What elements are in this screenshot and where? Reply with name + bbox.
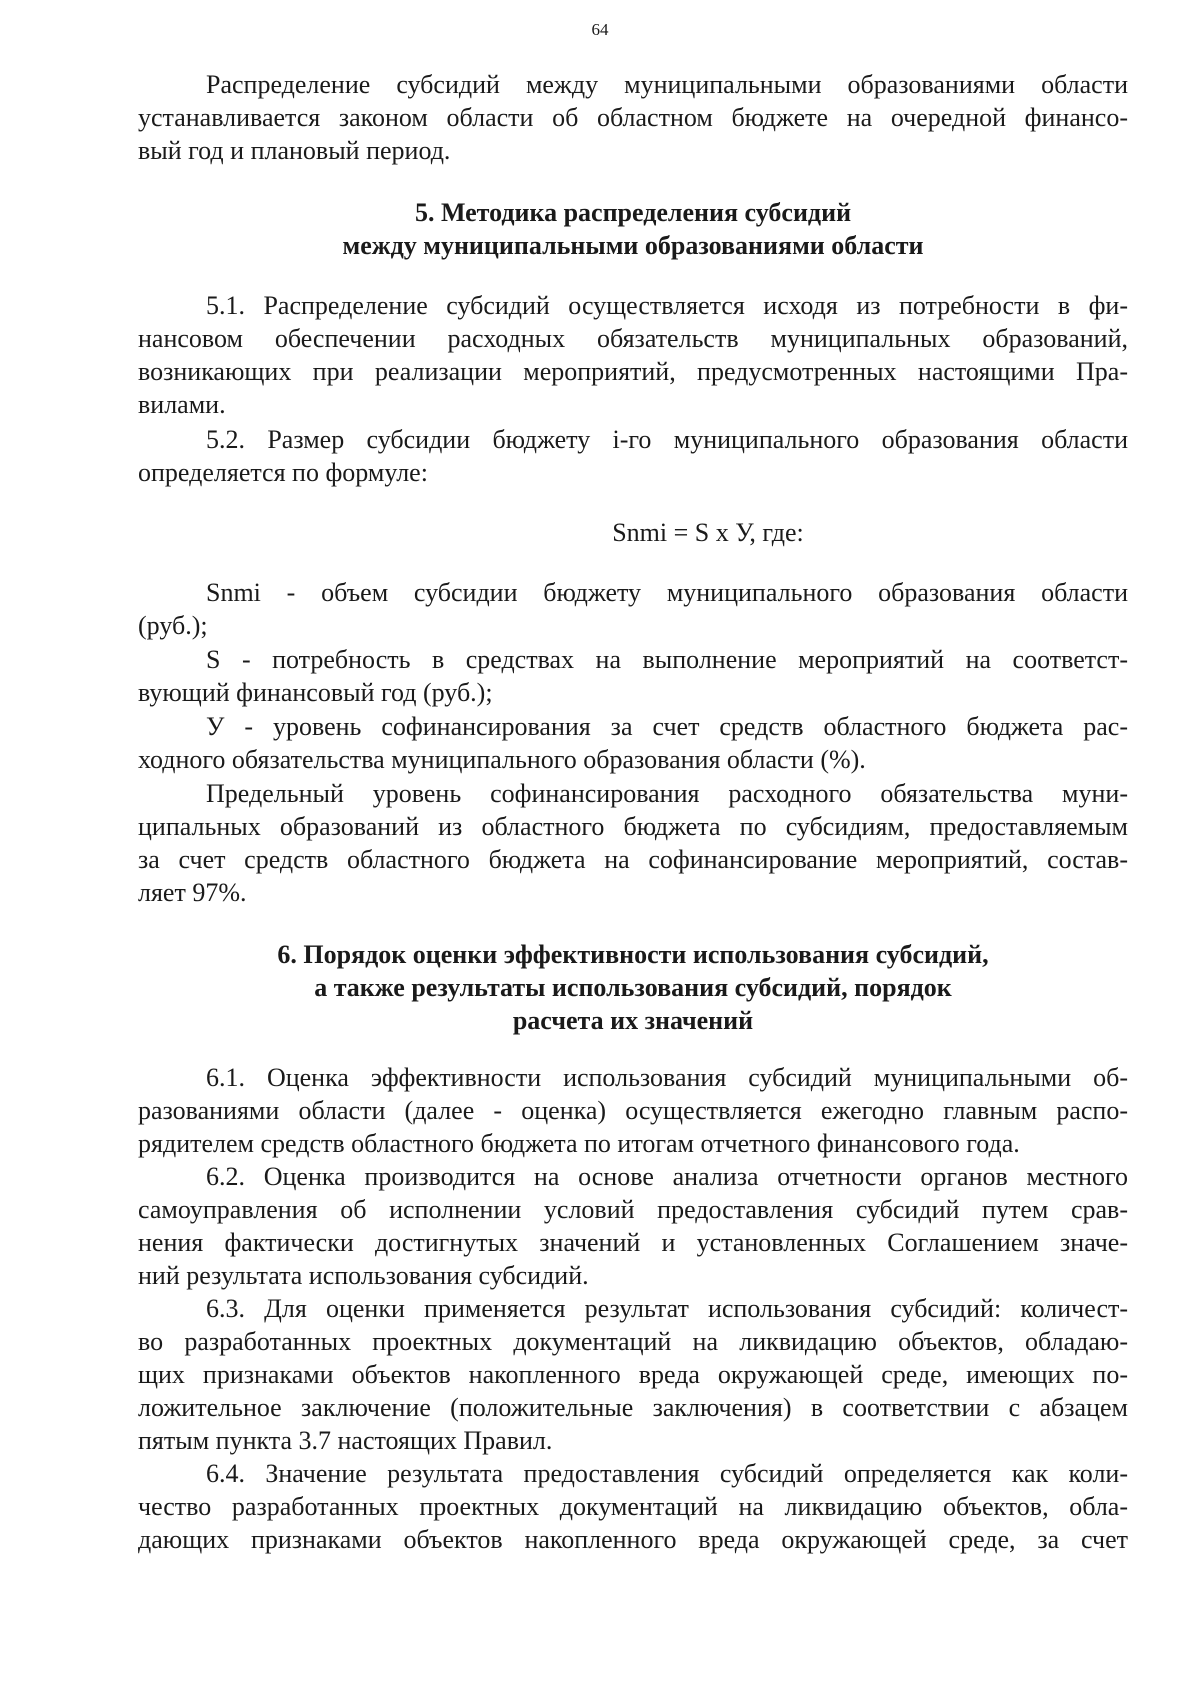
- heading-line: 5. Методика распределения субсидий: [414, 198, 852, 227]
- document-body: [138, 68, 1128, 1556]
- text-line: разованиями области (далее - оценка) осуществляется ежегодно главным распо-: [138, 1096, 1128, 1125]
- text-line: определяется по формуле:: [138, 458, 428, 487]
- text-line: вый год и плановый период.: [138, 136, 451, 165]
- text-line: во разработанных проектных документаций на ликвидацию объектов, обладаю-: [138, 1327, 1128, 1356]
- text-line: 5.1. Распределение субсидий осуществляется исходя из потребности в фи-: [206, 291, 1128, 320]
- paragraph-6-1: [138, 1061, 1128, 1160]
- text-line: 6.2. Оценка производится на основе анализа отчетности органов местного: [206, 1162, 1128, 1191]
- text-line: самоуправления об исполнении условий предоставления субсидий путем срав-: [138, 1195, 1128, 1224]
- definition-snmi: [138, 576, 1128, 642]
- text-line: нения фактически достигнутых значений и установленных Соглашением значе-: [138, 1228, 1128, 1257]
- text-line: 6.1. Оценка эффективности использования субсидий муниципальными об-: [206, 1063, 1128, 1092]
- text-line: Предельный уровень софинансирования расходного обязательства муни-: [206, 779, 1128, 808]
- paragraph-6-3: [138, 1292, 1128, 1457]
- text-line: ляет 97%.: [138, 878, 247, 907]
- paragraph-6-4: [138, 1457, 1128, 1556]
- heading-line: расчета их значений: [512, 1006, 754, 1035]
- text-line: 6.4. Значение результата предоставления субсидий определяется как коли-: [206, 1459, 1128, 1488]
- text-line: Snmi - объем субсидии бюджету муниципального образования области: [206, 578, 1128, 607]
- paragraph-6-2: [138, 1160, 1128, 1292]
- page-number: 64: [591, 20, 609, 39]
- paragraph-5-1: [138, 289, 1128, 421]
- text-line: S - потребность в средствах на выполнение мероприятий на соответст-: [206, 645, 1128, 674]
- paragraph-limit: [138, 777, 1128, 909]
- text-line: чество разработанных проектных документаций на ликвидацию объектов, обла-: [138, 1492, 1128, 1521]
- section-5-heading: [138, 196, 1128, 262]
- text-line: нансовом обеспечении расходных обязательств муниципальных образований,: [138, 324, 1128, 353]
- text-line: ний результата использования субсидий.: [138, 1261, 589, 1290]
- text-line: 5.2. Размер субсидии бюджету i-го муниципального образования области: [206, 425, 1128, 454]
- heading-line: а также результаты использования субсидий, порядок: [314, 973, 952, 1002]
- text-line: дающих признаками объектов накопленного вреда окружающей среде, за счет: [138, 1525, 1128, 1554]
- text-line: 6.3. Для оценки применяется результат использования субсидий: количест-: [206, 1294, 1128, 1323]
- definition-u: [138, 710, 1128, 776]
- heading-line: между муниципальными образованиями области: [342, 231, 924, 260]
- text-line: вующий финансовый год (руб.);: [138, 678, 493, 707]
- text-line: щих признаками объектов накопленного вреда окружающей среде, имеющих по-: [138, 1360, 1128, 1389]
- section-6-heading: [138, 938, 1128, 1037]
- paragraph-5-2: [138, 423, 1128, 489]
- text-line: возникающих при реализации мероприятий, предусмотренных настоящими Пра-: [138, 357, 1128, 386]
- text-line: У - уровень софинансирования за счет средств областного бюджета рас-: [206, 712, 1128, 741]
- definition-s: [138, 643, 1128, 709]
- formula: Snmi = S х У, где:: [612, 518, 804, 547]
- text-line: ложительное заключение (положительные заключения) в соответствии с абзацем: [138, 1393, 1128, 1422]
- text-line: Распределение субсидий между муниципальными образованиями области: [206, 70, 1128, 99]
- text-line: (руб.);: [138, 611, 208, 640]
- text-line: ходного обязательства муниципального образования области (%).: [138, 745, 866, 774]
- text-line: ципальных образований из областного бюджета по субсидиям, предоставляемым: [138, 812, 1128, 841]
- text-line: вилами.: [138, 390, 226, 419]
- text-line: рядителем средств областного бюджета по итогам отчетного финансового года.: [138, 1129, 1020, 1158]
- text-line: устанавливается законом области об областном бюджете на очередной финансо-: [138, 103, 1128, 132]
- text-line: пятым пункта 3.7 настоящих Правил.: [138, 1426, 553, 1455]
- heading-line: 6. Порядок оценки эффективности использования субсидий,: [277, 940, 989, 969]
- text-line: за счет средств областного бюджета на софинансирование мероприятий, состав-: [138, 845, 1128, 874]
- intro-paragraph: [138, 68, 1128, 167]
